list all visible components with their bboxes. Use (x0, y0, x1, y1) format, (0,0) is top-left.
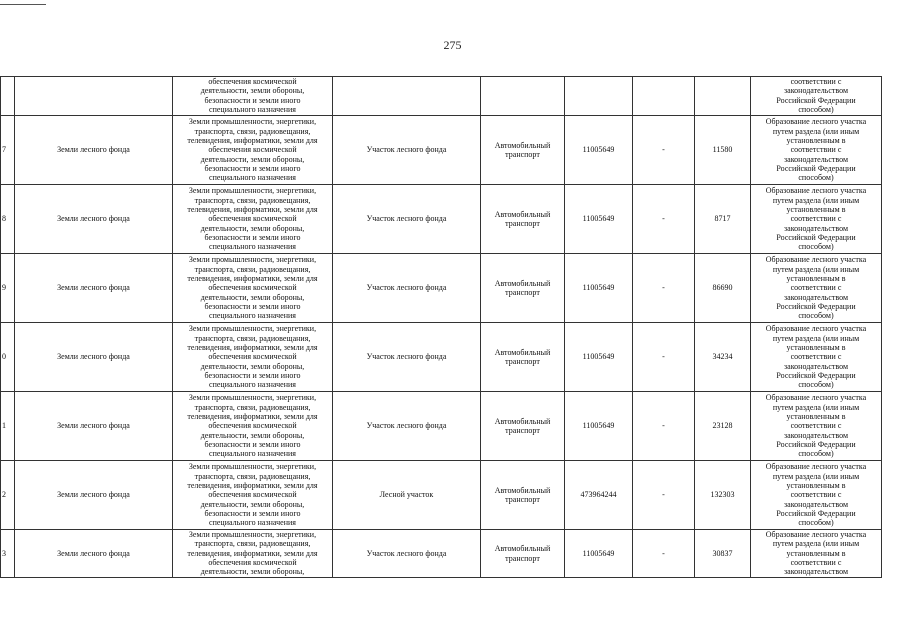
cell-land-category: Земли лесного фонда (15, 185, 173, 254)
cell-object: Участок лесного фонда (333, 116, 481, 185)
cell-dash: - (633, 392, 695, 461)
cell-note: Образование лесного участка путем раздела (или иным установленным в соответствии с законодательством Российской Федерации способом) (751, 116, 882, 185)
cell-area (695, 77, 751, 116)
cell-transport: Автомобильный транспорт (481, 254, 565, 323)
cell-land-category: Земли лесного фонда (15, 323, 173, 392)
cell-land-category: Земли лесного фонда (15, 254, 173, 323)
cell-object: Участок лесного фонда (333, 323, 481, 392)
cell-area: 34234 (695, 323, 751, 392)
cell-object (333, 77, 481, 116)
cell-number: 9 (1, 254, 15, 323)
cell-land-category: Земли лесного фонда (15, 392, 173, 461)
cell-area: 30837 (695, 530, 751, 578)
table-row (1, 323, 882, 392)
table-row (1, 185, 882, 254)
cell-dash: - (633, 323, 695, 392)
cell-note: соответствии с законодательством Российской Федерации способом) (751, 77, 882, 116)
cell-number: 2 (1, 461, 15, 530)
cell-transport: Автомобильный транспорт (481, 530, 565, 578)
cell-land-category: Земли лесного фонда (15, 116, 173, 185)
cell-number: 3 (1, 530, 15, 578)
cell-object: Участок лесного фонда (333, 185, 481, 254)
cell-transport: Автомобильный транспорт (481, 185, 565, 254)
cell-cadastral: 473964244 (565, 461, 633, 530)
cell-transport (481, 77, 565, 116)
cell-purpose: Земли промышленности, энергетики, транспорта, связи, радиовещания, телевидения, информатики, земли для обеспечения космической деятельности, земли обороны, безопасности и земли иного специального назначения (173, 323, 333, 392)
cell-note: Образование лесного участка путем раздела (или иным установленным в соответствии с законодательством (751, 530, 882, 578)
cell-dash: - (633, 116, 695, 185)
cell-land-category: Земли лесного фонда (15, 461, 173, 530)
cell-land-category: Земли лесного фонда (15, 530, 173, 578)
cell-object: Участок лесного фонда (333, 530, 481, 578)
cell-note: Образование лесного участка путем раздела (или иным установленным в соответствии с законодательством Российской Федерации способом) (751, 461, 882, 530)
cell-area: 132303 (695, 461, 751, 530)
cell-number: 8 (1, 185, 15, 254)
cell-object: Участок лесного фонда (333, 254, 481, 323)
cell-land-category (15, 77, 173, 116)
page-number: 275 (443, 38, 462, 52)
cell-area: 8717 (695, 185, 751, 254)
cell-area: 86690 (695, 254, 751, 323)
cell-dash (633, 77, 695, 116)
table-row (1, 461, 882, 530)
cell-note: Образование лесного участка путем раздела (или иным установленным в соответствии с законодательством Российской Федерации способом) (751, 254, 882, 323)
cell-purpose: Земли промышленности, энергетики, транспорта, связи, радиовещания, телевидения, информатики, земли для обеспечения космической деятельности, земли обороны, безопасности и земли иного специального назначения (173, 254, 333, 323)
cell-cadastral (565, 77, 633, 116)
cell-cadastral: 11005649 (565, 254, 633, 323)
cell-cadastral: 11005649 (565, 392, 633, 461)
cell-cadastral: 11005649 (565, 116, 633, 185)
cell-number (1, 77, 15, 116)
cell-purpose: Земли промышленности, энергетики, транспорта, связи, радиовещания, телевидения, информатики, земли для обеспечения космической деятельности, земли обороны, безопасности и земли иного специального назначения (173, 392, 333, 461)
cell-transport: Автомобильный транспорт (481, 323, 565, 392)
cell-object: Лесной участок (333, 461, 481, 530)
table-row (1, 254, 882, 323)
cell-dash: - (633, 461, 695, 530)
table-row (1, 530, 882, 578)
cell-dash: - (633, 530, 695, 578)
table-row-continued (1, 77, 882, 116)
cell-purpose: Земли промышленности, энергетики, транспорта, связи, радиовещания, телевидения, информатики, земли для обеспечения космической деятельности, земли обороны, безопасности и земли иного специального назначения (173, 185, 333, 254)
cell-number: 0 (1, 323, 15, 392)
table-row (1, 116, 882, 185)
cell-object: Участок лесного фонда (333, 392, 481, 461)
cell-transport: Автомобильный транспорт (481, 116, 565, 185)
cell-note: Образование лесного участка путем раздела (или иным установленным в соответствии с законодательством Российской Федерации способом) (751, 323, 882, 392)
cell-purpose: Земли промышленности, энергетики, транспорта, связи, радиовещания, телевидения, информатики, земли для обеспечения космической деятельности, земли обороны, безопасности и земли иного специального назначения (173, 116, 333, 185)
cell-number: 7 (1, 116, 15, 185)
corner-mark (0, 4, 46, 5)
cell-cadastral: 11005649 (565, 323, 633, 392)
cell-number: 1 (1, 392, 15, 461)
land-plots-table (0, 76, 882, 578)
table-body (1, 77, 882, 578)
cell-transport: Автомобильный транспорт (481, 392, 565, 461)
cell-dash: - (633, 185, 695, 254)
cell-area: 11580 (695, 116, 751, 185)
cell-note: Образование лесного участка путем раздела (или иным установленным в соответствии с законодательством Российской Федерации способом) (751, 185, 882, 254)
table-row (1, 392, 882, 461)
cell-transport: Автомобильный транспорт (481, 461, 565, 530)
cell-purpose: Земли промышленности, энергетики, транспорта, связи, радиовещания, телевидения, информатики, земли для обеспечения космической деятельности, земли обороны, безопасности и земли иного специального назначения (173, 461, 333, 530)
cell-purpose: обеспечения космической деятельности, земли обороны, безопасности и земли иного специального назначения (173, 77, 333, 116)
cell-purpose: Земли промышленности, энергетики, транспорта, связи, радиовещания, телевидения, информатики, земли для обеспечения космической деятельности, земли обороны, (173, 530, 333, 578)
cell-cadastral: 11005649 (565, 185, 633, 254)
cell-dash: - (633, 254, 695, 323)
cell-area: 23128 (695, 392, 751, 461)
cell-cadastral: 11005649 (565, 530, 633, 578)
cell-note: Образование лесного участка путем раздела (или иным установленным в соответствии с законодательством Российской Федерации способом) (751, 392, 882, 461)
